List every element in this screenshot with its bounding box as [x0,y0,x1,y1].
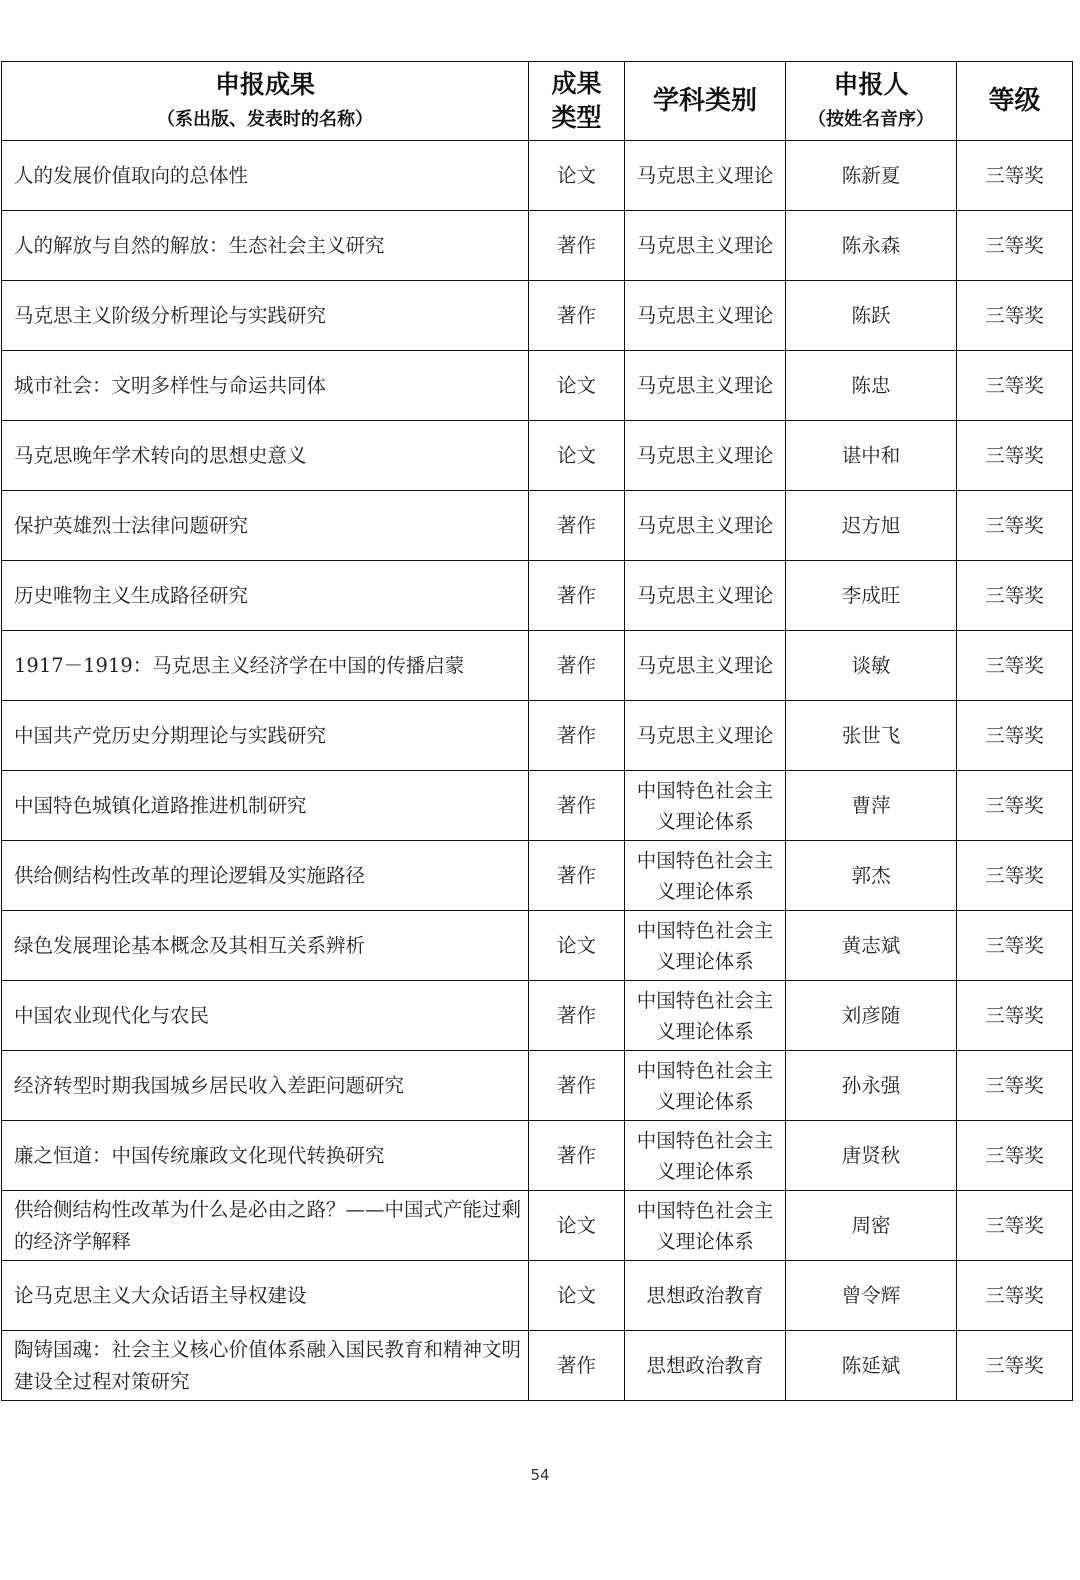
cell-person: 郭杰 [786,841,957,911]
cell-category-text: 马克思主义理论 [636,724,774,747]
cell-person: 谌中和 [786,421,957,491]
header-title-main: 申报成果 [214,70,315,99]
table-row [2,1331,1073,1401]
cell-title: 马克思主义阶级分析理论与实践研究 [2,281,529,351]
cell-type: 著作 [529,491,625,561]
cell-title: 廉之恒道：中国传统廉政文化现代转换研究 [2,1121,529,1191]
cell-grade: 三等奖 [957,281,1073,351]
header-person-main: 申报人 [833,70,909,99]
cell-category [625,351,786,421]
cell-category-text: 马克思主义理论 [636,234,774,257]
table-row [2,281,1073,351]
cell-category [625,491,786,561]
cell-title: 供给侧结构性改革的理论逻辑及实施路径 [2,841,529,911]
cell-grade: 三等奖 [957,981,1073,1051]
cell-type: 著作 [529,1331,625,1401]
cell-grade: 三等奖 [957,1121,1073,1191]
cell-grade: 三等奖 [957,701,1073,771]
cell-category [625,1121,786,1191]
cell-type: 论文 [529,421,625,491]
cell-person: 周密 [786,1191,957,1261]
cell-type: 著作 [529,841,625,911]
cell-title: 绿色发展理论基本概念及其相互关系辨析 [2,911,529,981]
cell-type: 论文 [529,1191,625,1261]
cell-category-text: 思想政治教育 [646,1284,764,1307]
cell-title: 人的发展价值取向的总体性 [2,141,529,211]
cell-person: 谈敏 [786,631,957,701]
cell-type: 著作 [529,281,625,351]
cell-category-text: 中国特色社会主义理论体系 [636,988,774,1043]
cell-category [625,211,786,281]
cell-type: 著作 [529,561,625,631]
cell-type: 著作 [529,211,625,281]
cell-category-text: 中国特色社会主义理论体系 [636,1058,774,1113]
cell-title: 经济转型时期我国城乡居民收入差距问题研究 [2,1051,529,1121]
cell-grade: 三等奖 [957,421,1073,491]
header-type-label: 成果类型 [551,69,602,132]
cell-category [625,141,786,211]
cell-type: 论文 [529,351,625,421]
cell-person: 刘彦随 [786,981,957,1051]
cell-category-text: 马克思主义理论 [636,304,774,327]
cell-category [625,911,786,981]
cell-grade: 三等奖 [957,561,1073,631]
cell-category [625,1191,786,1261]
cell-type: 论文 [529,141,625,211]
table-row [2,701,1073,771]
cell-grade: 三等奖 [957,1331,1073,1401]
cell-grade: 三等奖 [957,351,1073,421]
header-title [2,62,529,141]
cell-title: 人的解放与自然的解放：生态社会主义研究 [2,211,529,281]
cell-category [625,841,786,911]
cell-type: 论文 [529,1261,625,1331]
cell-title: 论马克思主义大众话语主导权建设 [2,1261,529,1331]
table-row [2,1051,1073,1121]
cell-category-text: 马克思主义理论 [636,654,774,677]
table-row [2,491,1073,561]
cell-type: 著作 [529,701,625,771]
cell-category [625,561,786,631]
cell-category-text: 中国特色社会主义理论体系 [636,918,774,973]
cell-title: 1917－1919：马克思主义经济学在中国的传播启蒙 [2,631,529,701]
cell-grade: 三等奖 [957,491,1073,561]
cell-type: 著作 [529,631,625,701]
cell-category [625,421,786,491]
table-row [2,1121,1073,1191]
cell-category-text: 马克思主义理论 [636,374,774,397]
cell-type: 著作 [529,1051,625,1121]
cell-person: 曾令辉 [786,1261,957,1331]
cell-grade: 三等奖 [957,1191,1073,1261]
cell-person: 李成旺 [786,561,957,631]
cell-grade: 三等奖 [957,631,1073,701]
table-row [2,631,1073,701]
cell-category [625,771,786,841]
cell-person: 迟方旭 [786,491,957,561]
table-row [2,771,1073,841]
cell-person: 黄志斌 [786,911,957,981]
table-row [2,211,1073,281]
cell-category-text: 中国特色社会主义理论体系 [636,848,774,903]
cell-grade: 三等奖 [957,211,1073,281]
cell-category-text: 思想政治教育 [646,1354,764,1377]
cell-title: 中国农业现代化与农民 [2,981,529,1051]
cell-person: 曹萍 [786,771,957,841]
cell-category [625,701,786,771]
cell-title: 历史唯物主义生成路径研究 [2,561,529,631]
header-person-sub: （按姓名音序） [808,109,934,130]
header-category [625,62,786,141]
cell-category [625,981,786,1051]
cell-grade: 三等奖 [957,911,1073,981]
cell-title: 保护英雄烈士法律问题研究 [2,491,529,561]
cell-category-text: 马克思主义理论 [636,164,774,187]
cell-person: 唐贤秋 [786,1121,957,1191]
cell-title: 中国共产党历史分期理论与实践研究 [2,701,529,771]
cell-category-text: 中国特色社会主义理论体系 [636,778,774,833]
cell-person: 陈跃 [786,281,957,351]
table-row [2,421,1073,491]
cell-person: 陈新夏 [786,141,957,211]
cell-category [625,1331,786,1401]
page-number: 54 [530,1466,550,1484]
header-person [786,62,957,141]
cell-category-text: 马克思主义理论 [636,514,774,537]
cell-person: 陈永森 [786,211,957,281]
cell-category-text: 中国特色社会主义理论体系 [636,1198,774,1253]
header-grade-label: 等级 [988,86,1041,116]
cell-person: 孙永强 [786,1051,957,1121]
cell-grade: 三等奖 [957,141,1073,211]
cell-category [625,1261,786,1331]
table-row [2,351,1073,421]
table-row [2,141,1073,211]
cell-category [625,1051,786,1121]
cell-type: 著作 [529,771,625,841]
header-category-label: 学科类别 [652,86,757,116]
cell-type: 著作 [529,981,625,1051]
header-title-sub: （系出版、发表时的名称） [157,109,373,130]
table-row [2,1261,1073,1331]
table-row [2,561,1073,631]
cell-grade: 三等奖 [957,841,1073,911]
cell-category-text: 马克思主义理论 [636,584,774,607]
header-grade [957,62,1073,141]
cell-category [625,631,786,701]
cell-title: 中国特色城镇化道路推进机制研究 [2,771,529,841]
awards-table [1,61,1073,1401]
header-type [529,62,625,141]
cell-category-text: 中国特色社会主义理论体系 [636,1128,774,1183]
cell-category-text: 马克思主义理论 [636,444,774,467]
cell-type: 著作 [529,1121,625,1191]
cell-type: 论文 [529,911,625,981]
header-row [2,62,1073,141]
cell-grade: 三等奖 [957,771,1073,841]
cell-title: 陶铸国魂：社会主义核心价值体系融入国民教育和精神文明建设全过程对策研究 [2,1331,529,1401]
cell-title: 城市社会：文明多样性与命运共同体 [2,351,529,421]
cell-person: 陈忠 [786,351,957,421]
table-row [2,911,1073,981]
cell-title: 马克思晚年学术转向的思想史意义 [2,421,529,491]
table-row [2,981,1073,1051]
cell-grade: 三等奖 [957,1051,1073,1121]
table-row [2,841,1073,911]
cell-person: 张世飞 [786,701,957,771]
table-body [2,141,1073,1401]
cell-grade: 三等奖 [957,1261,1073,1331]
cell-title: 供给侧结构性改革为什么是必由之路？——中国式产能过剩的经济学解释 [2,1191,529,1261]
cell-person: 陈延斌 [786,1331,957,1401]
table-row [2,1191,1073,1261]
cell-category [625,281,786,351]
